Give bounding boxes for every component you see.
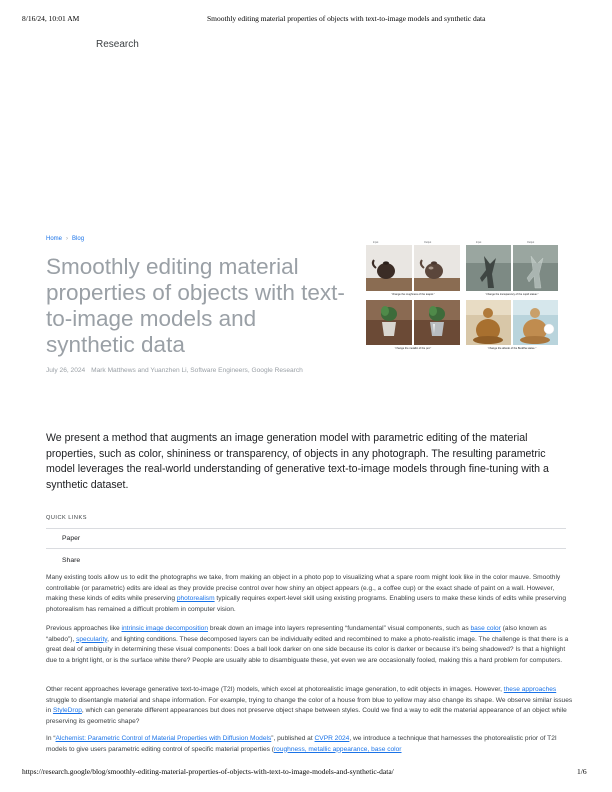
- link-cvpr-2024[interactable]: CVPR 2024: [314, 735, 350, 742]
- quick-link-share[interactable]: Share: [62, 557, 81, 564]
- article-authors: Mark Matthews and Yuanzhen Li, Software Engineers, Google Research: [91, 367, 303, 374]
- body-paragraph-3: Other recent approaches leverage generative text-to-image (T2I) models, which excel at photorealistic image generation, to edit objects in images. However, these approaches struggle to disentangle material and shape information. For example, trying to change the color of a house from blue to yellow may also change its shape. We observe similar issues in StyleDrop, which can generate different appearances but does not preserve object shape between styles. Could we find a way to edit the material appearance of an object while preserving its geometric shape?: [46, 686, 573, 725]
- breadcrumb-separator: ›: [66, 236, 69, 242]
- breadcrumb-home-link[interactable]: Home: [46, 236, 63, 242]
- hero-figure: [362, 238, 562, 355]
- body-paragraph-2: Previous approaches like intrinsic image decomposition break down an image into layers representing “fundamental” visual components, such as base color (also known as “albedo”), specularity, and lighting conditions. These decomposed layers can be individually edited and recombined to make a photo-realistic image. The challenge is that there is a great deal of ambiguity in determining these visual components: Does a ball look darker on one side because its color is darker or because it’s being shadowed? Is that a highlight due to a bright light, or is the surface white there? People are usually able to disambiguate these, yet even we are occasionally fooled, making this a hard problem for computers.: [46, 625, 569, 664]
- link-base-color[interactable]: base color: [470, 625, 501, 632]
- link-specularity[interactable]: specularity: [76, 635, 108, 643]
- link-alchemist-paper[interactable]: Alchemist: Parametric Control of Material Properties with Diffusion Models: [55, 735, 272, 742]
- quick-links-label: QUICK LINKS: [46, 515, 87, 521]
- link-photorealism[interactable]: photorealism: [176, 595, 215, 602]
- body-paragraph-4: In “Alchemist: Parametric Control of Material Properties with Diffusion Models”, published at CVPR 2024, we introduce a technique that harnesses the photorealistic prior of T2I models to give users parametric editing control of specific material properties (roughness, metallic appearance, base color: [46, 735, 557, 753]
- hero-next-icon: [544, 324, 554, 334]
- svg-text:Output: Output: [527, 241, 535, 244]
- hero-caption-buddha: "change the albedo of the Buddha statue.": [487, 347, 537, 350]
- site-brand[interactable]: Research: [96, 39, 139, 50]
- print-datetime: 8/16/24, 10:01 AM: [22, 14, 80, 23]
- divider: [46, 528, 566, 529]
- svg-text:Input: Input: [476, 241, 482, 244]
- article-date: July 26, 2024: [46, 367, 86, 374]
- link-these-approaches[interactable]: these approaches: [503, 686, 557, 693]
- print-page-title: Smoothly editing material properties of objects with text-to-image models and synthetic data: [207, 14, 486, 23]
- link-intrinsic-image-decomposition[interactable]: intrinsic image decomposition: [121, 625, 209, 632]
- link-material-properties[interactable]: roughness, metallic appearance, base color: [273, 745, 402, 753]
- article-lead: We present a method that augments an image generation model with parametric editing of the material properties, such as color, shininess or transparency, of objects in any photograph. The resulting parametric model leverages the real-world understanding of generative text-to-image models through fine-tuning with a synthetic dataset.: [46, 432, 549, 491]
- hero-input-label: Input: [373, 241, 379, 244]
- quick-link-paper[interactable]: Paper: [62, 535, 81, 542]
- breadcrumb-blog-link[interactable]: Blog: [72, 236, 85, 242]
- hero-caption-teapot: "change the roughness of the teapot.": [391, 293, 435, 296]
- breadcrumb: [46, 236, 84, 242]
- divider: [46, 548, 566, 549]
- article-meta: [46, 367, 303, 374]
- body-paragraph-1: Many existing tools allow us to edit the photographs we take, from making an object in a photo pop to visualizing what a spare room might look like in the color mauve. Smoothly controllable (or parametric) edits are ideal as they provide precise control over how shiny an object appears (e.g., a coffee cup) or the exact shade of paint on a wall. However, making these kinds of edits while preserving photorealism typically requires expert-level skill using existing programs. Enabling users to make these kinds of edits while preserving photorealism has remained a difficult problem in computer vision.: [46, 574, 567, 613]
- hero-caption-pot: "change the metallic of the pot.": [394, 347, 432, 350]
- hero-caption-cupid: "change the transparency of the cupid statue.": [485, 293, 539, 296]
- print-page-number: 1/6: [577, 767, 587, 776]
- print-url: https://research.google/blog/smoothly-editing-material-properties-of-objects-with-text-to-image-models-and-synthetic-data/: [22, 767, 394, 776]
- hero-output-label: Output: [424, 241, 432, 244]
- link-styledrop[interactable]: StyleDrop: [52, 707, 82, 714]
- article-title: Smoothly editing material properties of objects with text-to-image models and synthetic data: [46, 254, 345, 357]
